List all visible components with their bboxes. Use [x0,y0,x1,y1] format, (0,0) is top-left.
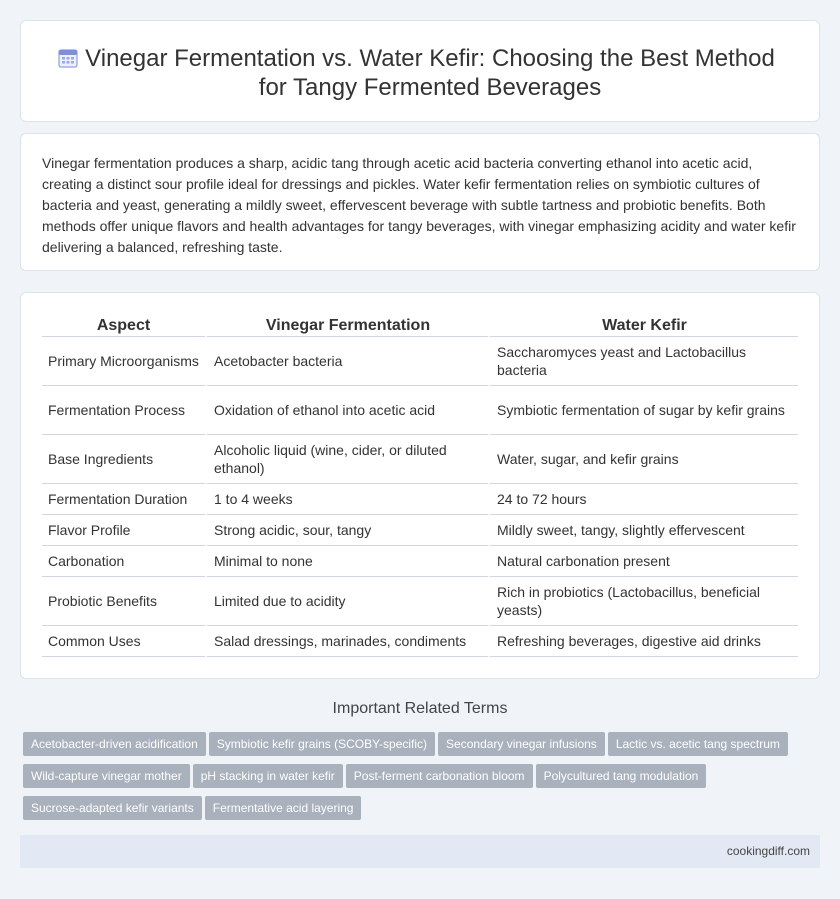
related-term-tag[interactable]: Fermentative acid layering [205,796,362,820]
related-term-tag[interactable]: Secondary vinegar infusions [438,732,605,756]
page-title [61,44,799,102]
table-cell: Natural carbonation present [488,546,798,577]
intro-paragraph: Vinegar fermentation produces a sharp, acidic tang through acetic acid bacteria converting ethanol into acetic acid, creating a distinct sour profile ideal for dressings and pickles. Water kefir fermentation relies on symbiotic cultures of bacteria and yeast, generating a mildly sweet, effervescent beverage with subtle tartness and probiotic benefits. Both methods offer unique flavors and health advantages for tangy beverages, with vinegar emphasizing acidity and water kefir delivering a balanced, refreshing taste. [42,155,796,255]
related-term-tag[interactable]: Wild-capture vinegar mother [23,764,190,788]
title-card [20,20,820,122]
table-row [42,435,798,484]
page-title-line-2: for Tangy Fermented Beverages [258,74,602,101]
related-term-tag[interactable]: pH stacking in water kefir [193,764,343,788]
table-cell: Rich in probiotics (Lactobacillus, beneficial yeasts) [488,577,798,626]
table-row [42,337,798,386]
page-title-line-1: Vinegar Fermentation vs. Water Kefir: Choosing the Best Method [85,45,775,72]
table-cell: Base Ingredients [42,435,205,484]
related-terms-list [23,732,813,828]
table-header-row [42,315,798,337]
table-cell: Alcoholic liquid (wine, cider, or diluted ethanol) [205,435,488,484]
table-row [42,386,798,435]
footer-site-link[interactable]: cookingdiff.com [726,844,810,858]
table-cell: Minimal to none [205,546,488,577]
column-header-aspect: Aspect [42,315,205,337]
table-cell: 1 to 4 weeks [205,484,488,515]
table-row [42,577,798,626]
table-cell: 24 to 72 hours [488,484,798,515]
table-cell: Mildly sweet, tangy, slightly effervescent [488,515,798,546]
table-cell: Symbiotic fermentation of sugar by kefir grains [488,386,798,435]
table-cell: Fermentation Process [42,386,205,435]
related-term-tag[interactable]: Post-ferment carbonation bloom [346,764,533,788]
table-cell: Carbonation [42,546,205,577]
table-cell: Saccharomyces yeast and Lactobacillus bacteria [488,337,798,386]
column-header-vinegar: Vinegar Fermentation [205,315,488,337]
table-cell: Oxidation of ethanol into acetic acid [205,386,488,435]
table-cell: Salad dressings, marinades, condiments [205,626,488,657]
related-term-tag[interactable]: Lactic vs. acetic tang spectrum [608,732,788,756]
column-header-kefir: Water Kefir [488,315,798,337]
table-cell: Fermentation Duration [42,484,205,515]
footer [20,835,820,868]
comparison-card [20,292,820,679]
table-cell: Primary Microorganisms [42,337,205,386]
table-cell: Refreshing beverages, digestive aid drinks [488,626,798,657]
related-term-tag[interactable]: Symbiotic kefir grains (SCOBY-specific) [209,732,435,756]
comparison-table [42,315,798,657]
table-cell: Flavor Profile [42,515,205,546]
table-cell: Acetobacter bacteria [205,337,488,386]
table-row [42,484,798,515]
related-term-tag[interactable]: Acetobacter-driven acidification [23,732,206,756]
table-cell: Water, sugar, and kefir grains [488,435,798,484]
table-cell: Probiotic Benefits [42,577,205,626]
table-row [42,626,798,657]
related-terms-heading: Important Related Terms [332,700,508,717]
table-cell: Limited due to acidity [205,577,488,626]
table-row [42,515,798,546]
intro-card [20,133,820,271]
table-cell: Common Uses [42,626,205,657]
table-row [42,546,798,577]
related-term-tag[interactable]: Polycultured tang modulation [536,764,707,788]
related-term-tag[interactable]: Sucrose-adapted kefir variants [23,796,202,820]
table-cell: Strong acidic, sour, tangy [205,515,488,546]
